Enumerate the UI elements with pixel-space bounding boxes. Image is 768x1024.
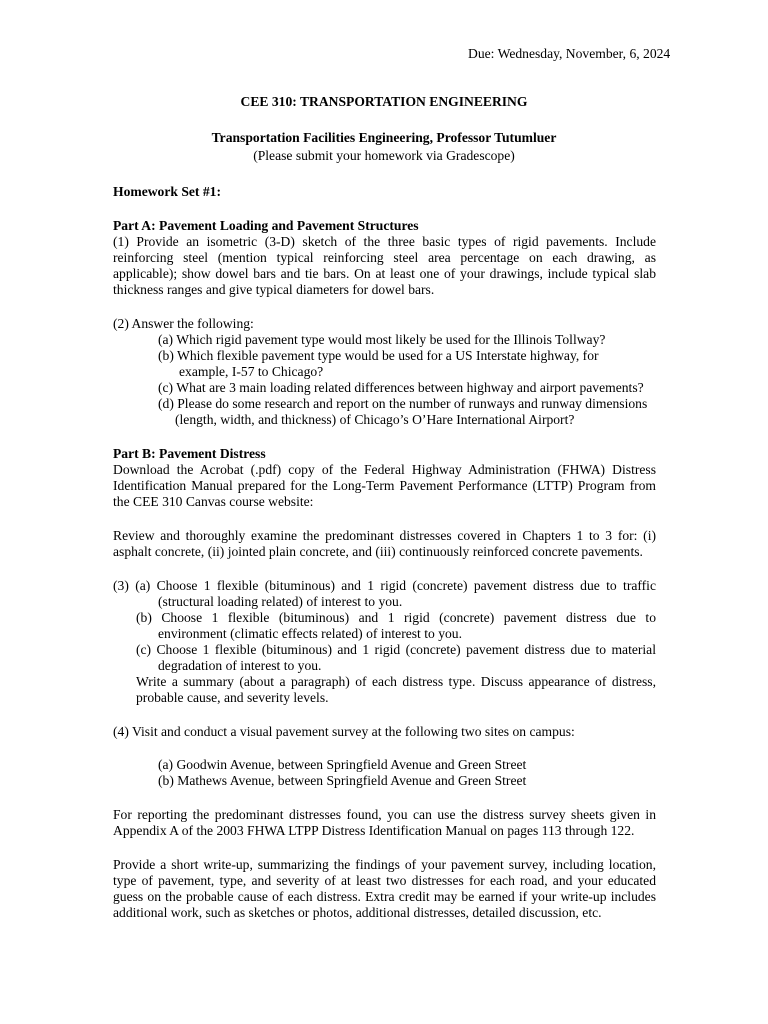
writeup-line: type of pavement, type, and severity of at least two distresses for each road, and your educated [113,873,656,888]
reporting-line: For reporting the predominant distresses found, you can use the distress survey sheets given in [113,807,656,822]
q3-summary-cont: probable cause, and severity levels. [136,690,329,705]
q4-site-b: (b) Mathews Avenue, between Springfield Avenue and Green Street [158,773,527,788]
q3-item-b: (b) Choose 1 flexible (bituminous) and 1 rigid (concrete) pavement distress due to [136,610,656,625]
q3-item-a-cont: (structural loading related) of interest to you. [158,594,403,609]
q3-item-c: (c) Choose 1 flexible (bituminous) and 1 rigid (concrete) pavement distress due to material [136,642,656,657]
q2-item-c: (c) What are 3 main loading related differences between highway and airport pavements? [158,380,644,395]
writeup-line: additional work, such as sketches or photos, additional distresses, detailed discussion, etc. [113,905,602,920]
q2-item-d-cont: (length, width, and thickness) of Chicago’s O’Hare International Airport? [175,412,575,427]
course-title: CEE 310: TRANSPORTATION ENGINEERING [240,94,528,109]
download-line: the CEE 310 Canvas course website: [113,494,314,509]
q2-intro: (2) Answer the following: [113,316,254,331]
submit-note: (Please submit your homework via Gradescope) [253,148,515,163]
writeup-line: Provide a short write-up, summarizing the findings of your pavement survey, including location, [113,857,656,872]
homework-title: Homework Set #1: [113,184,221,199]
due-date: Due: Wednesday, November, 6, 2024 [468,46,671,61]
q4-site-a: (a) Goodwin Avenue, between Springfield Avenue and Green Street [158,757,527,772]
course-subtitle: Transportation Facilities Engineering, Professor Tutumluer [211,130,557,145]
q1-line: applicable); show dowel bars and tie bars. On at least one of your drawings, include typical slab [113,266,656,281]
q3-item-c-cont: degradation of interest to you. [158,658,322,673]
q1-line: thickness ranges and give typical diameters for dowel bars. [113,282,435,297]
part-a-heading: Part A: Pavement Loading and Pavement Structures [113,218,419,233]
q1-line: reinforcing steel (mention typical reinforcing steel area percentage on each drawing, as [113,250,656,265]
q4-intro: (4) Visit and conduct a visual pavement survey at the following two sites on campus: [113,724,575,739]
review-line: Review and thoroughly examine the predominant distresses covered in Chapters 1 to 3 for: (i) [113,528,656,543]
reporting-line: Appendix A of the 2003 FHWA LTPP Distress Identification Manual on pages 113 through 122. [113,823,635,838]
q3-summary: Write a summary (about a paragraph) of each distress type. Discuss appearance of distress, [136,674,656,689]
part-b-heading: Part B: Pavement Distress [113,446,266,461]
q2-item-d: (d) Please do some research and report on the number of runways and runway dimensions [158,396,648,411]
q2-item-a: (a) Which rigid pavement type would most likely be used for the Illinois Tollway? [158,332,606,347]
q2-item-b-cont: example, I-57 to Chicago? [179,364,324,379]
writeup-line: guess on the probable cause of each distress. Extra credit may be earned if your write-up includes [113,889,656,904]
q3-item-a: (3) (a) Choose 1 flexible (bituminous) and 1 rigid (concrete) pavement distress due to traffic [113,578,656,593]
download-line: Identification Manual prepared for the Long-Term Pavement Performance (LTTP) Program from [113,478,656,493]
review-line: asphalt concrete, (ii) jointed plain concrete, and (iii) continuously reinforced concrete pavements. [113,544,643,559]
q2-item-b: (b) Which flexible pavement type would be used for a US Interstate highway, for [158,348,599,363]
q1-line: (1) Provide an isometric (3-D) sketch of the three basic types of rigid pavements. Include [113,234,656,249]
q3-item-b-cont: environment (climatic effects related) of interest to you. [158,626,462,641]
download-line: Download the Acrobat (.pdf) copy of the Federal Highway Administration (FHWA) Distress [113,462,656,477]
